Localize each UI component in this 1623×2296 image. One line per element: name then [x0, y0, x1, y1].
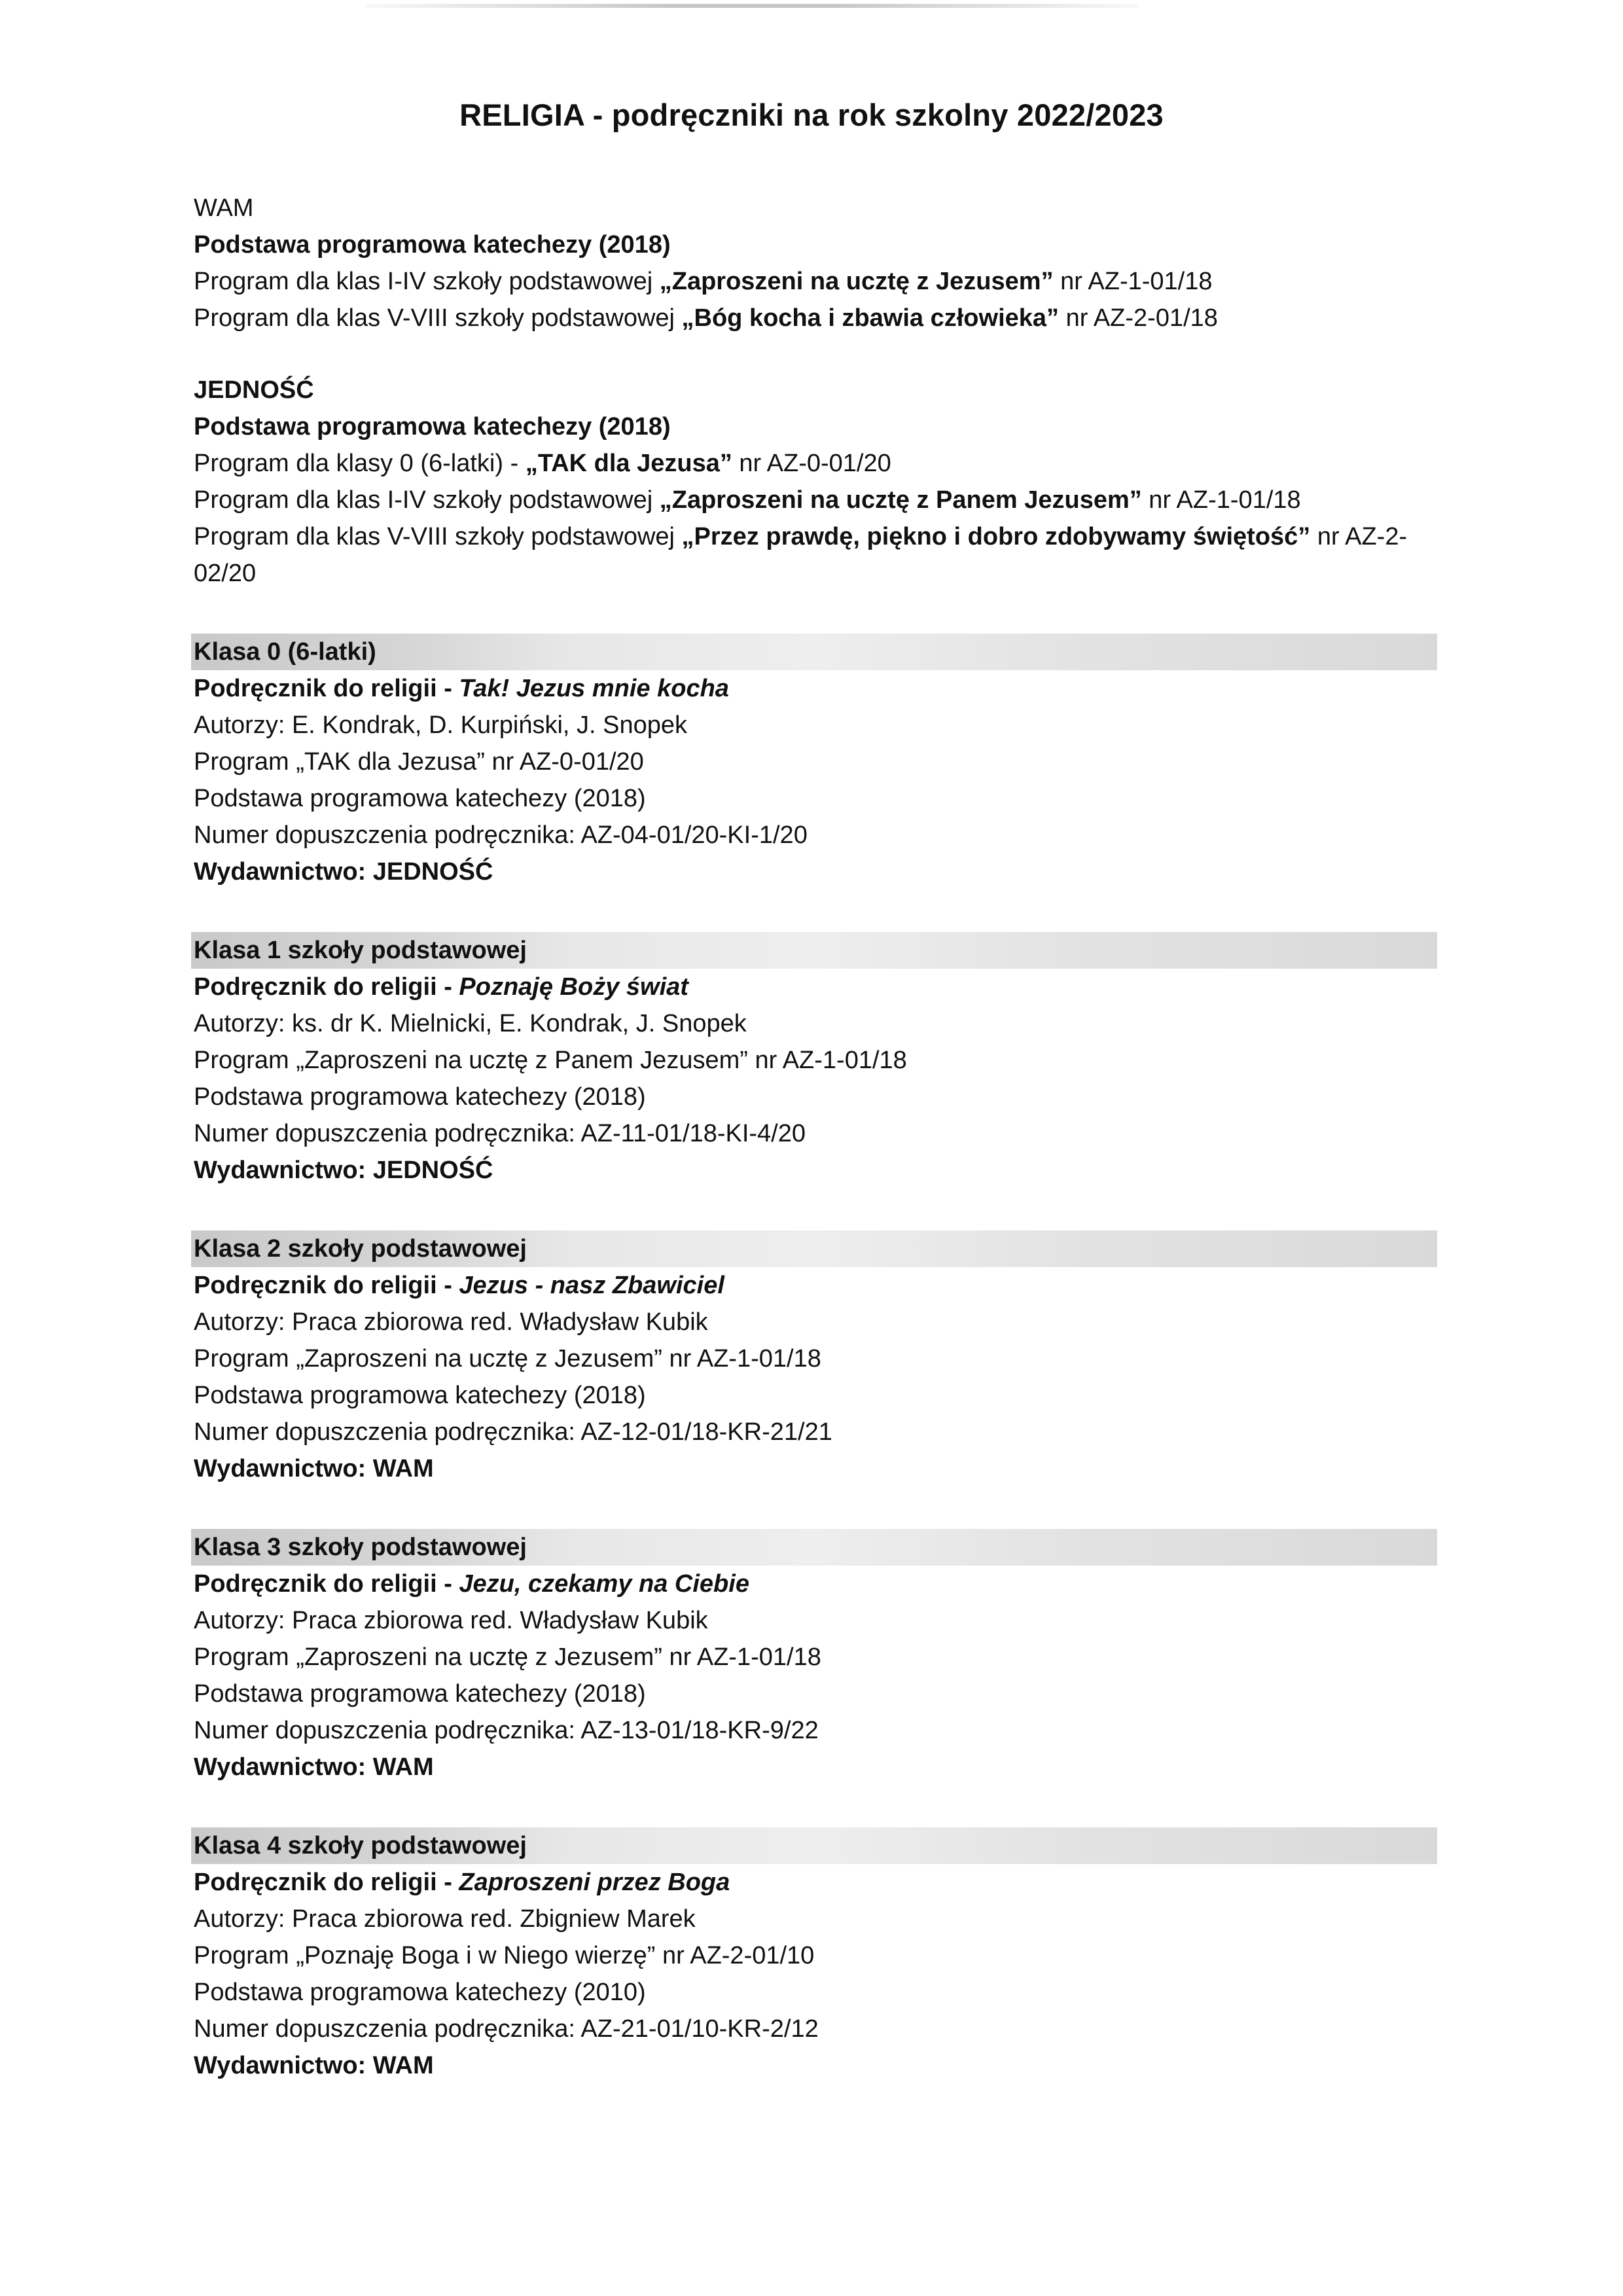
book-line [194, 969, 1437, 1005]
program-name: „Przez prawdę, piękno i dobro zdobywamy świętość” [681, 523, 1311, 550]
book-title: Jezus - nasz Zbawiciel [459, 1272, 724, 1299]
authors: Autorzy: Praca zbiorowa red. Zbigniew Marek [194, 1905, 696, 1933]
program-prefix: Program dla klas I-IV szkoły podstawowej [194, 486, 660, 514]
basis: Podstawa programowa katechezy (2018) [194, 1382, 646, 1409]
program-line [194, 482, 1437, 518]
approval-number: Numer dopuszczenia podręcznika: AZ-13-01/18-KR-9/22 [194, 1717, 819, 1744]
book-label: Podręcznik do religii - [194, 1869, 459, 1896]
class-header: Klasa 2 szkoły podstawowej [191, 1230, 1437, 1267]
program-line [194, 263, 1437, 300]
program-suffix: nr AZ-1-01/18 [1141, 486, 1301, 514]
program-prefix: Program dla klasy 0 (6-latki) - [194, 450, 526, 477]
class-section [194, 1529, 1437, 1785]
program-prefix: Program dla klas V-VIII szkoły podstawowej [194, 523, 682, 550]
book-title: Zaproszeni przez Boga [459, 1869, 730, 1896]
approval-number: Numer dopuszczenia podręcznika: AZ-12-01/18-KR-21/21 [194, 1418, 832, 1446]
publisher: Wydawnictwo: WAM [194, 2052, 434, 2079]
book-label: Podręcznik do religii - [194, 1272, 459, 1299]
class-section [194, 932, 1437, 1189]
class-header: Klasa 4 szkoły podstawowej [191, 1827, 1437, 1864]
publisher: Wydawnictwo: JEDNOŚĆ [194, 858, 493, 886]
program-name: „Zaproszeni na ucztę z Panem Jezusem” [659, 486, 1142, 514]
book-line [194, 670, 1437, 707]
publisher: Wydawnictwo: WAM [194, 1753, 434, 1781]
program-suffix: nr AZ-1-01/18 [1053, 268, 1213, 295]
basis: Podstawa programowa katechezy (2018) [194, 785, 646, 812]
publisher: Wydawnictwo: JEDNOŚĆ [194, 1157, 493, 1184]
approval-number: Numer dopuszczenia podręcznika: AZ-04-01/20-KI-1/20 [194, 821, 808, 849]
class-header: Klasa 1 szkoły podstawowej [191, 932, 1437, 969]
basis: Podstawa programowa katechezy (2010) [194, 1979, 646, 2006]
book-title: Poznaję Boży świat [459, 973, 688, 1001]
program-line [194, 445, 1437, 482]
program-line [194, 518, 1437, 592]
book-label: Podręcznik do religii - [194, 675, 459, 702]
page-title: RELIGIA - podręczniki na rok szkolny 2022/2023 [459, 98, 1164, 132]
basis: Podstawa programowa katechezy (2018) [194, 1083, 646, 1111]
book-label: Podręcznik do religii - [194, 1570, 459, 1598]
authors: Autorzy: ks. dr K. Mielnicki, E. Kondrak, J. Snopek [194, 1010, 747, 1037]
basis: Podstawa programowa katechezy (2018) [194, 1680, 646, 1708]
class-section [194, 1230, 1437, 1487]
program-suffix: nr AZ-0-01/20 [732, 450, 891, 477]
program-suffix: nr AZ-2-02/20 [194, 523, 1408, 587]
program: Program „Zaproszeni na ucztę z Jezusem” nr AZ-1-01/18 [194, 1643, 821, 1671]
program: Program „Zaproszeni na ucztę z Jezusem” nr AZ-1-01/18 [194, 1345, 821, 1372]
class-section [194, 634, 1437, 890]
program-name: „Bóg kocha i zbawia człowieka” [681, 304, 1060, 332]
book-line [194, 1267, 1437, 1304]
publisher-section-jednosc [194, 372, 1437, 592]
class-header: Klasa 3 szkoły podstawowej [191, 1529, 1437, 1566]
publisher-basis: Podstawa programowa katechezy (2018) [194, 231, 671, 259]
document-content [194, 190, 1437, 2084]
class-header: Klasa 0 (6-latki) [191, 634, 1437, 670]
authors: Autorzy: Praca zbiorowa red. Władysław Kubik [194, 1607, 708, 1634]
book-title: Tak! Jezus mnie kocha [459, 675, 729, 702]
program-prefix: Program dla klas V-VIII szkoły podstawowej [194, 304, 682, 332]
book-title: Jezu, czekamy na Ciebie [459, 1570, 749, 1598]
class-section [194, 1827, 1437, 2084]
approval-number: Numer dopuszczenia podręcznika: AZ-21-01/10-KR-2/12 [194, 2015, 819, 2043]
program-name: „TAK dla Jezusa” [525, 450, 732, 477]
publisher-name: JEDNOŚĆ [194, 376, 314, 404]
program: Program „Poznaję Boga i w Niego wierzę” nr AZ-2-01/10 [194, 1942, 815, 1969]
program: Program „Zaproszeni na ucztę z Panem Jezusem” nr AZ-1-01/18 [194, 1047, 907, 1074]
book-line [194, 1566, 1437, 1602]
authors: Autorzy: Praca zbiorowa red. Władysław Kubik [194, 1308, 708, 1336]
book-label: Podręcznik do religii - [194, 973, 459, 1001]
publisher-basis: Podstawa programowa katechezy (2018) [194, 413, 671, 440]
publisher: Wydawnictwo: WAM [194, 1455, 434, 1482]
program-prefix: Program dla klas I-IV szkoły podstawowej [194, 268, 660, 295]
program-line [194, 300, 1437, 336]
program-name: „Zaproszeni na ucztę z Jezusem” [659, 268, 1054, 295]
publisher-section-wam [194, 190, 1437, 336]
approval-number: Numer dopuszczenia podręcznika: AZ-11-01/18-KI-4/20 [194, 1120, 806, 1147]
publisher-name: WAM [194, 194, 254, 222]
program: Program „TAK dla Jezusa” nr AZ-0-01/20 [194, 748, 644, 776]
authors: Autorzy: E. Kondrak, D. Kurpiński, J. Snopek [194, 711, 688, 739]
program-suffix: nr AZ-2-01/18 [1059, 304, 1218, 332]
book-line [194, 1864, 1437, 1901]
